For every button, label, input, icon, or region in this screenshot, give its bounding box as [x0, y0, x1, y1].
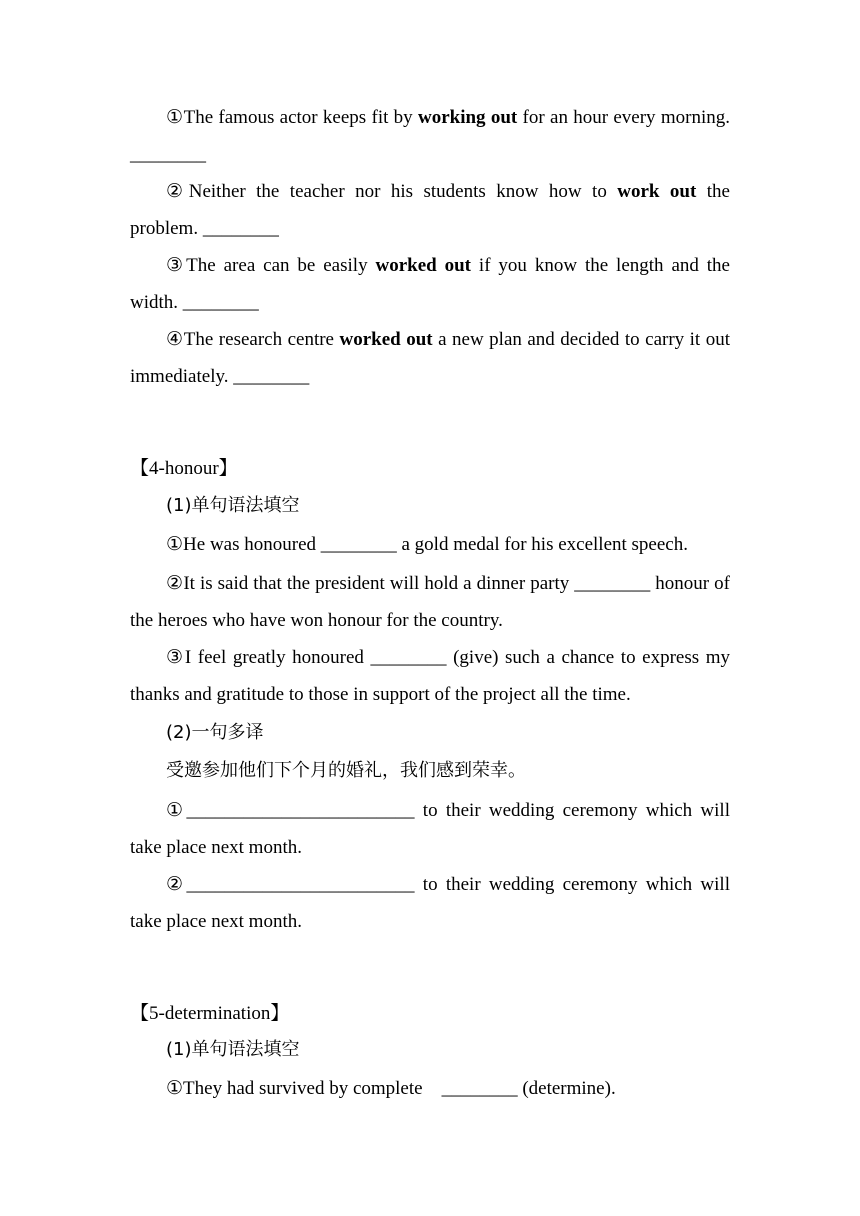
honour-translation-1: ①________________________ to their wedding ceremony which will take place next month. [130, 800, 730, 858]
work-out-item-2: ②Neither the teacher nor his students know how to work out the problem. ________ [130, 181, 730, 239]
honour-question-2: ②It is said that the president will hold a dinner party ________ honour of the heroes who have won honour for the country. [130, 573, 730, 631]
honour-part1-title: (1)单句语法填空 [166, 495, 300, 516]
work-out-item-4: ④The research centre worked out a new plan and decided to carry it out immediately. ________ [130, 329, 730, 387]
honour-question-3: ③I feel greatly honoured ________ (give) such a chance to express my thanks and gratitude to those in support of the project all the time. [130, 647, 730, 705]
section-heading-determination: 【5-determination】 [130, 1003, 290, 1024]
determination-question-1: ①They had survived by complete ________ (determine). [166, 1078, 616, 1099]
section-heading-honour: 【4-honour】 [130, 458, 238, 479]
honour-part2-title: (2)一句多译 [166, 722, 264, 743]
honour-chinese-sentence: 受邀参加他们下个月的婚礼，我们感到荣幸。 [166, 760, 526, 781]
work-out-item-3: ③The area can be easily worked out if you know the length and the width. ________ [130, 255, 730, 313]
honour-translation-2: ②________________________ to their wedding ceremony which will take place next month. [130, 874, 730, 932]
work-out-item-1: ①The famous actor keeps fit by working out for an hour every morning. ________ [130, 107, 730, 165]
honour-question-1: ①He was honoured ________ a gold medal for his excellent speech. [166, 534, 688, 555]
determination-part1-title: (1)单句语法填空 [166, 1039, 300, 1060]
